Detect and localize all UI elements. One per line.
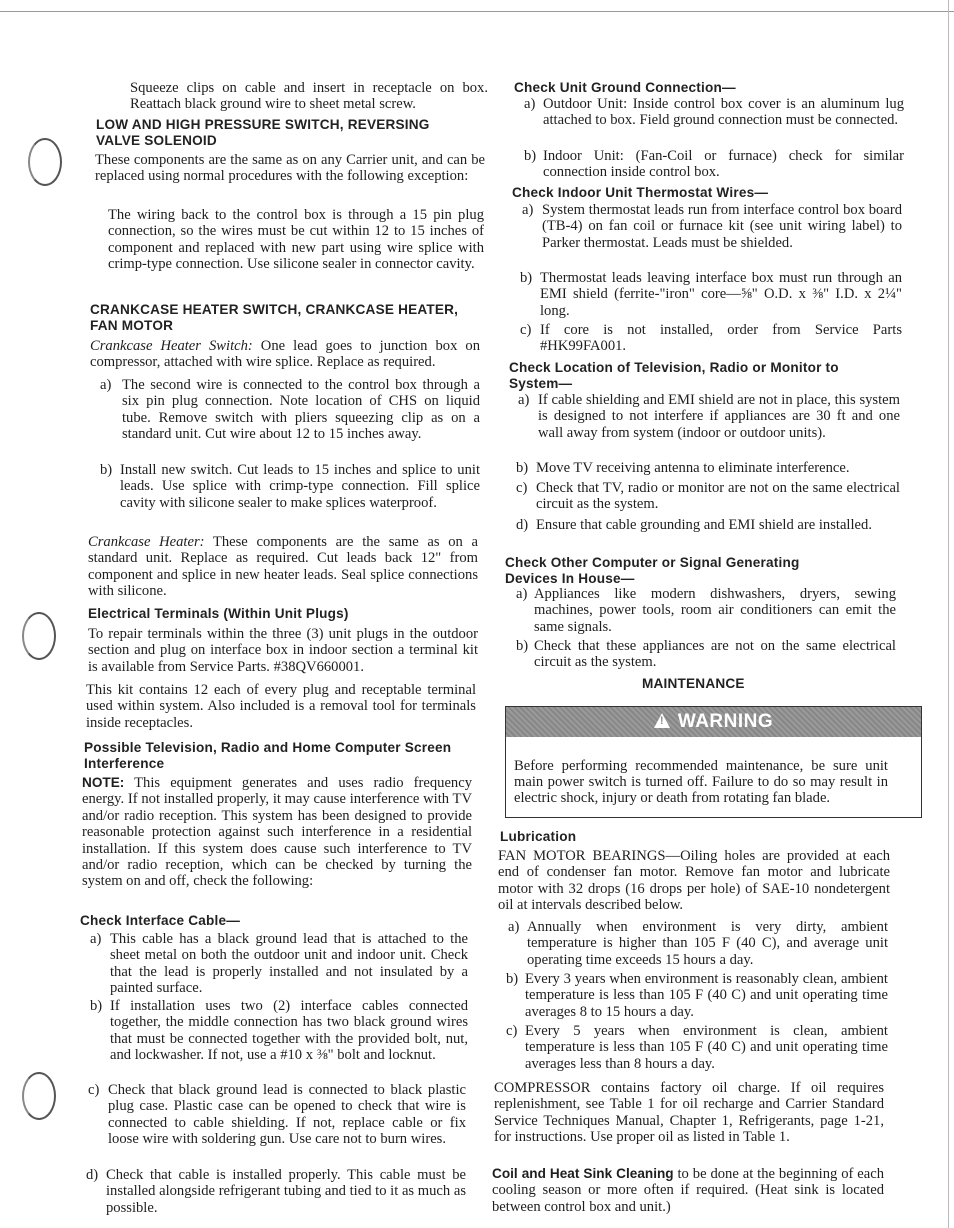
list-item: b) Check that these appliances are not on the same electrical circuit as the system. xyxy=(516,638,896,671)
list-item: c) If core is not installed, order from Service Parts #HK99FA001. xyxy=(520,322,902,355)
warning-title: !WARNING xyxy=(506,707,921,737)
heading-ground-connection: Check Unit Ground Connection— xyxy=(514,80,736,95)
list-item: c) Check that black ground lead is connected to black plastic plug case. Plastic case can be opened to check that wire is connected to cable shielding. If not, replace cable or fix loose wire with soldering gun. Use care not to burn wires. xyxy=(88,1082,466,1148)
list-item: a) If cable shielding and EMI shield are not in place, this system is designed to not interfere if appliances are 30 ft and one wall away from system (indoor or outdoor units). xyxy=(518,392,900,441)
list-item: a) System thermostat leads run from interface control box board (TB-4) on fan coil or furnace kit (see unit wiring label) to Parker thermostat. Leads must be shielded. xyxy=(522,202,902,251)
crankcase-heater-label: Crankcase Heater: xyxy=(88,534,205,550)
heading-interface-cable: Check Interface Cable— xyxy=(80,913,241,928)
list-item: b) Every 3 years when environment is reasonably clean, ambient temperature is less than 105 F (40 C) and unit operating time averages 8 to 15 hours a day. xyxy=(506,971,888,1020)
crankcase-switch-paragraph xyxy=(90,338,480,371)
crankcase-heater-paragraph xyxy=(88,534,478,600)
heading-terminals: Electrical Terminals (Within Unit Plugs) xyxy=(88,606,349,621)
list-item: a) Outdoor Unit: Inside control box cover is an aluminum lug attached to box. Field ground connection must be connected. xyxy=(524,96,904,129)
list-item: b) Thermostat leads leaving interface box must run through an EMI shield (ferrite-"iron" core—⅝" O.D. x ⅜" I.D. x 2¼" long. xyxy=(520,270,902,319)
note-label: NOTE: xyxy=(82,775,125,790)
intro-paragraph: Squeeze clips on cable and insert in receptacle on box. Reattach black ground wire to sheet metal screw. xyxy=(130,80,488,113)
terminals-paragraph-2: This kit contains 12 each of every plug and receptable terminal used within system. Also included is a removal tool for terminals inside receptacles. xyxy=(86,682,476,731)
coil-cleaning-paragraph xyxy=(492,1166,884,1215)
warning-text: Before performing recommended maintenance, be sure unit main power switch is turned off. Failure to do so may result in electric shock, injury or death from rotating fan blade. xyxy=(514,757,888,807)
coil-cleaning-text: to be done at the beginning of each cooling season or more often if required. (Heat sink is located between control box and unit.) xyxy=(492,1166,885,1215)
list-item: d) Check that cable is installed properly. This cable must be installed alongside refrigerant tubing and tied to it as much as possible. xyxy=(86,1167,466,1216)
binder-hole-icon xyxy=(22,1072,56,1120)
right-edge-rule xyxy=(948,0,949,1228)
heading-other-devices: Check Other Computer or Signal Generating Devices In House— xyxy=(505,555,800,586)
terminals-paragraph-1: To repair terminals within the three (3) unit plugs in the outdoor section and plug on interface box in indoor section a terminal kit is available from Service Parts. #38QV660001. xyxy=(88,626,478,675)
list-item: a) Appliances like modern dishwashers, dryers, sewing machines, power tools, room air conditioners can emit the same signals. xyxy=(516,586,896,635)
warning-triangle-icon xyxy=(654,713,670,728)
list-item: c) Every 5 years when environment is clean, ambient temperature is less than 105 F (40 C) and unit operating time averages less than 8 hours a day. xyxy=(506,1023,888,1072)
switch-paragraph-2: The wiring back to the control box is through a 15 pin plug connection, so the wires must be cut within 12 to 15 inches of component and replaced with new part using wire splice with crimp-type connection. Use silicone sealer in connector cavity. xyxy=(108,207,484,273)
note-text: This equipment generates and uses radio frequency energy. If not installed properly, it may cause interference with TV and/or radio reception. This system has been designed to provide reasonable protection against such interference in a residential installation. If this system does cause such interference to TV and/or radio reception, which can be checked by turning the system on and off, check the following: xyxy=(82,775,472,890)
list-item: b) Install new switch. Cut leads to 15 inches and splice to unit leads. Use splice with crimp-type connection. Fill splice cavity with silicone sealer to make splices waterproof. xyxy=(100,462,480,511)
list-item: a) This cable has a black ground lead that is attached to the sheet metal on both the outdoor unit and indoor unit. Check that the lead is properly installed and not insulated by a painted surface. xyxy=(90,931,468,997)
heading-pressure-switch: LOW AND HIGH PRESSURE SWITCH, REVERSING VALVE SOLENOID xyxy=(96,117,430,148)
crankcase-heater-text: These components are the same as on a standard unit. Replace as required. Cut leads back 12" from component and splice in new heater leads. Seal splice connections with silicone. xyxy=(88,534,478,600)
list-item: c) Check that TV, radio or monitor are not on the same electrical circuit as the system. xyxy=(516,480,900,513)
heading-location: Check Location of Television, Radio or Monitor to System— xyxy=(509,360,839,391)
top-rule xyxy=(0,11,954,12)
heading-maintenance: MAINTENANCE xyxy=(642,676,745,691)
heading-crankcase: CRANKCASE HEATER SWITCH, CRANKCASE HEATER, FAN MOTOR xyxy=(90,302,459,333)
heading-lubrication: Lubrication xyxy=(500,829,577,844)
list-item: d) Ensure that cable grounding and EMI shield are installed. xyxy=(516,517,872,533)
heading-tv-interference: Possible Television, Radio and Home Computer Screen Interference xyxy=(84,740,452,771)
binder-hole-icon xyxy=(28,138,62,186)
warning-box xyxy=(505,706,922,818)
list-item: a) Annually when environment is very dirty, ambient temperature is higher than 105 F (40 C), and average unit operating time exceeds 15 hours a day. xyxy=(508,919,888,968)
crankcase-switch-text: One lead goes to junction box on compressor, attached with wire splice. Replace as required. xyxy=(90,338,481,371)
list-item: a) The second wire is connected to the control box through a six pin plug connection. Note location of CHS on liquid tube. Remove switch with pliers squeezing clip as on a standard unit. Cut wire about 12 to 15 inches away. xyxy=(100,377,480,443)
note-paragraph xyxy=(82,775,472,890)
lubrication-paragraph: FAN MOTOR BEARINGS—Oiling holes are provided at each end of condenser fan motor. Remove fan motor and lubricate motor with 32 drops (16 drops per hole) of SAE-10 nondetergent oil at intervals described below. xyxy=(498,848,890,914)
crankcase-switch-label: Crankcase Heater Switch: xyxy=(90,338,253,354)
binder-hole-icon xyxy=(22,612,56,660)
compressor-paragraph: COMPRESSOR contains factory oil charge. If oil requires replenishment, see Table 1 for oil recharge and Carrier Standard Service Techniques Manual, Chapter 1, Refrigerants, page 1-21, for instructions. Use proper oil as listed in Table 1. xyxy=(494,1080,884,1146)
list-item: b) Indoor Unit: (Fan-Coil or furnace) check for similar connection inside control box. xyxy=(524,148,904,181)
list-item: b) Move TV receiving antenna to eliminate interference. xyxy=(516,460,850,476)
switch-paragraph-1: These components are the same as on any Carrier unit, and can be replaced using normal procedures with the following exception: xyxy=(95,152,485,185)
list-item: b) If installation uses two (2) interface cables connected together, the middle connection has two black ground wires that must be connected together with the provided bolt, nut, and lockwasher. If not, use a #10 x ⅜" bolt and locknut. xyxy=(90,998,468,1064)
coil-cleaning-label: Coil and Heat Sink Cleaning xyxy=(492,1166,674,1181)
heading-thermostat-wires: Check Indoor Unit Thermostat Wires— xyxy=(512,185,769,200)
